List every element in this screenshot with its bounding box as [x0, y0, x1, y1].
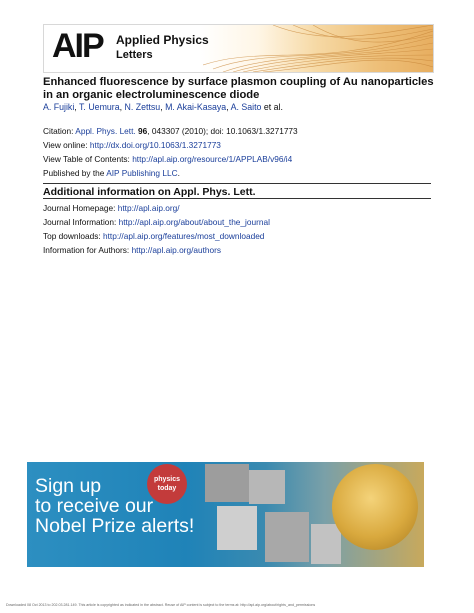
published-by-suffix: .	[177, 168, 180, 178]
article-title: Enhanced fluorescence by surface plasmon coupling of Au nanoparticles in an organic electroluminescence diode	[43, 76, 434, 101]
divider-bottom	[43, 198, 431, 199]
view-online-label: View online:	[43, 140, 88, 150]
view-toc-label: View Table of Contents:	[43, 154, 130, 164]
journal-name-line2: Letters	[116, 49, 153, 61]
author-link[interactable]: A. Saito	[230, 102, 262, 112]
view-toc-line	[43, 154, 292, 164]
additional-info-heading: Additional information on Appl. Phys. Lett.	[43, 186, 256, 198]
ad-headline	[35, 476, 225, 536]
info-row	[43, 203, 180, 213]
info-row	[43, 245, 221, 255]
physics-today-badge: physics today	[147, 464, 187, 504]
nobel-medal-icon	[332, 464, 418, 550]
author-link[interactable]: A. Fujiki	[43, 102, 75, 112]
volume-number: 96	[138, 126, 148, 136]
citation-line	[43, 126, 298, 136]
scientist-photo	[311, 524, 341, 564]
info-link[interactable]: http://apl.aip.org/features/most_downloaded	[102, 231, 265, 241]
scientist-photo	[249, 470, 285, 504]
divider-top	[43, 183, 431, 184]
info-link[interactable]: http://apl.aip.org/authors	[131, 245, 222, 255]
published-by-line	[43, 168, 180, 178]
info-label: Information for Authors:	[43, 245, 130, 255]
publisher-link[interactable]: AIP Publishing LLC	[106, 168, 178, 178]
toc-link[interactable]: http://apl.aip.org/resource/1/APPLAB/v96/i4	[132, 154, 293, 164]
download-footer: Downloaded 08 Oct 2013 to 202.03.281.149. This article is copyrighted as indicated in the abstract. Reuse of AIP content is subject to the terms at: http://apl.aip.org/about/rights_and_permissions	[6, 603, 316, 607]
banner-swirl-graphic	[203, 25, 433, 72]
view-online-line	[43, 140, 221, 150]
published-by-label: Published by the	[43, 168, 105, 178]
journal-banner	[43, 24, 434, 73]
info-row	[43, 217, 270, 227]
info-label: Top downloads:	[43, 231, 101, 241]
author-link[interactable]: N. Zettsu	[124, 102, 161, 112]
author-list: A. Fujiki, T. Uemura, N. Zettsu, M. Akai-Kasaya, A. Saito et al.	[43, 102, 283, 112]
journal-link[interactable]: Appl. Phys. Lett.	[75, 126, 136, 136]
aip-logo: AIP	[52, 27, 103, 65]
authors-suffix: et al.	[263, 102, 283, 112]
ad-line1: Sign up	[35, 475, 102, 497]
nobel-alert-ad[interactable]	[27, 462, 424, 567]
author-link[interactable]: T. Uemura	[79, 102, 120, 112]
author-link[interactable]: M. Akai-Kasaya	[165, 102, 227, 112]
info-link[interactable]: http://apl.aip.org/	[117, 203, 180, 213]
info-label: Journal Homepage:	[43, 203, 116, 213]
ad-line3: Nobel Prize alerts!	[35, 515, 195, 537]
ad-line2: to receive our	[35, 495, 154, 517]
info-link[interactable]: http://apl.aip.org/about/about_the_journal	[118, 217, 270, 227]
citation-details: , 043307 (2010); doi: 10.1063/1.3271773	[147, 126, 298, 136]
journal-name	[116, 33, 209, 63]
doi-link[interactable]: http://dx.doi.org/10.1063/1.3271773	[89, 140, 221, 150]
scientist-photo	[265, 512, 309, 562]
info-label: Journal Information:	[43, 217, 117, 227]
info-row	[43, 231, 264, 241]
journal-name-line1: Applied Physics	[116, 33, 209, 47]
citation-label: Citation:	[43, 126, 74, 136]
